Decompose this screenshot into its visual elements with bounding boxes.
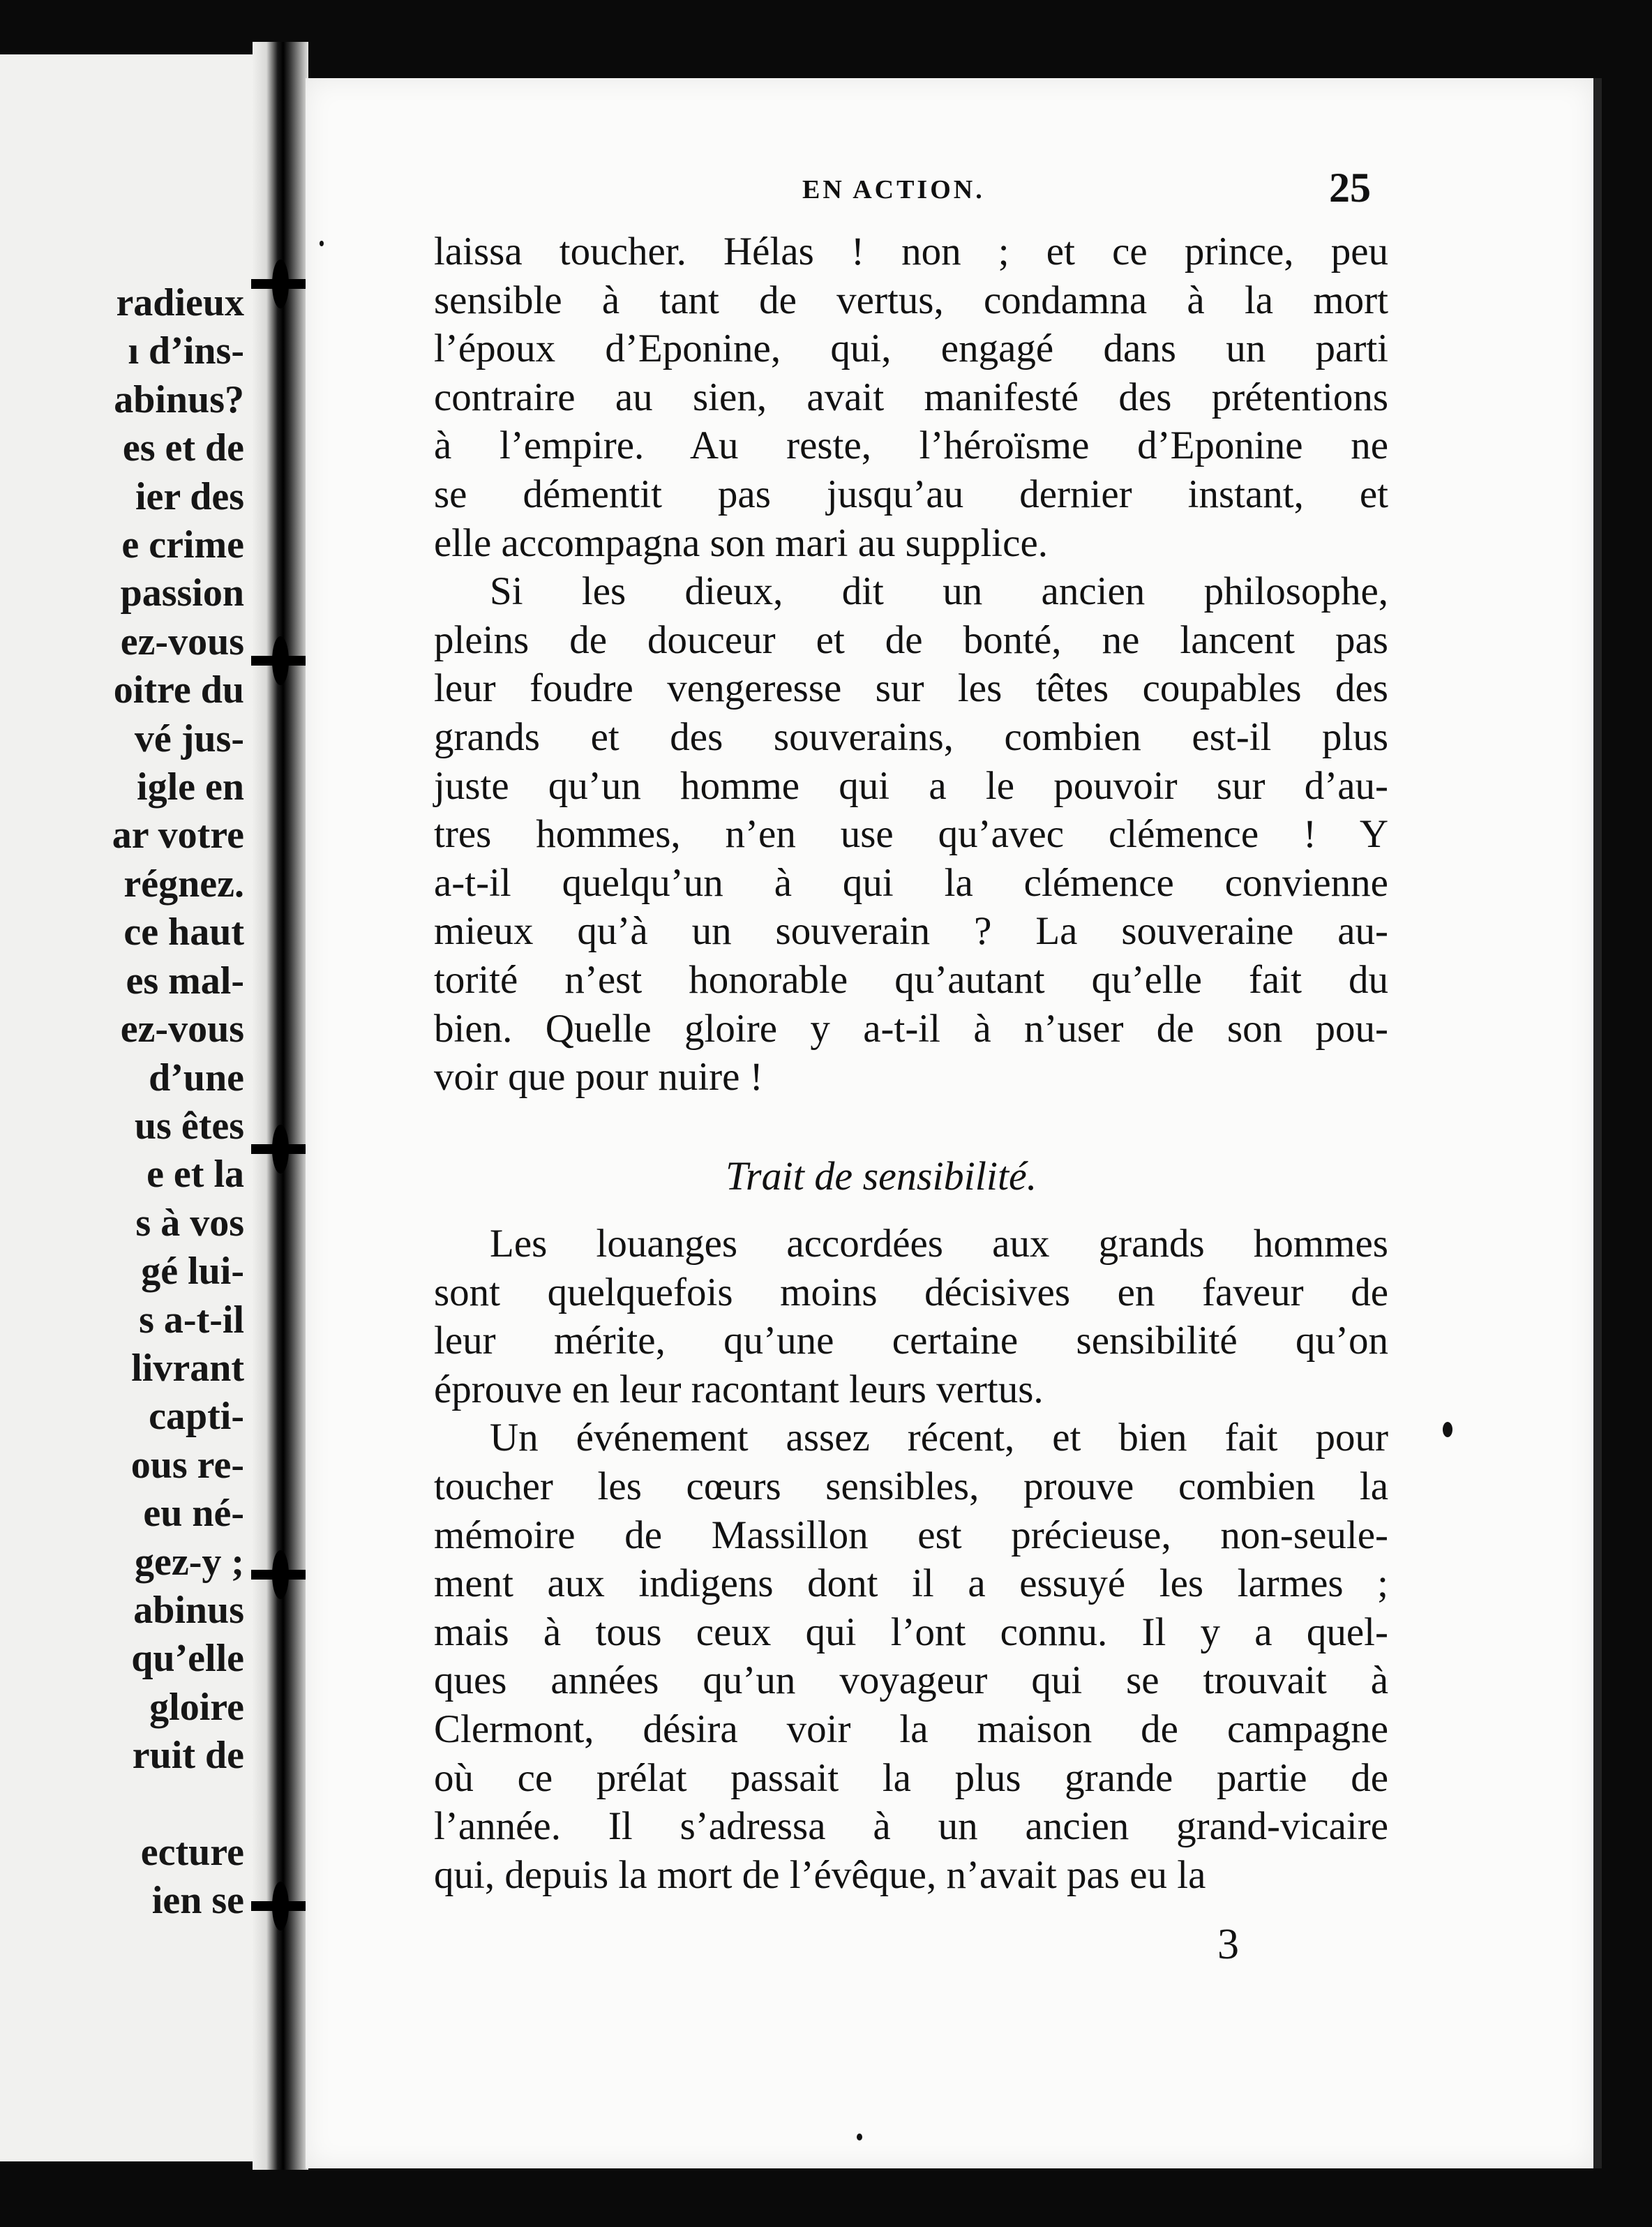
binding-thread bbox=[251, 656, 314, 666]
previous-page-line: gez-y ; bbox=[134, 1540, 244, 1584]
previous-page bbox=[0, 54, 260, 2161]
ink-speck bbox=[320, 241, 324, 246]
previous-page-line: capti- bbox=[149, 1395, 244, 1439]
previous-page-line: ous re- bbox=[130, 1443, 244, 1487]
text-line: éprouve en leur racontant leurs vertus. bbox=[434, 1367, 1044, 1411]
binding-thread bbox=[251, 1570, 314, 1580]
previous-page-line: passion bbox=[120, 571, 244, 615]
text-line: sont quelquefois moins décisives en faveur de bbox=[434, 1270, 1388, 1314]
book-gutter bbox=[253, 42, 308, 2170]
text-line: ment aux indigens dont il a essuyé les larmes ; bbox=[434, 1561, 1388, 1606]
text-line: Un événement assez récent, et bien fait pour bbox=[490, 1416, 1388, 1460]
previous-page-line: ruit de bbox=[132, 1734, 244, 1778]
text-line: laissa toucher. Hélas ! non ; et ce prince, peu bbox=[434, 230, 1388, 273]
previous-page-line: gloire bbox=[149, 1685, 244, 1729]
previous-page-line: us êtes bbox=[134, 1104, 244, 1148]
previous-page-line: ı d’ins- bbox=[128, 329, 244, 373]
section-heading: Trait de sensibilité. bbox=[726, 1153, 1037, 1199]
text-line: a-t-il quelqu’un à qui la clémence convienne bbox=[434, 860, 1388, 905]
previous-page-line: e et la bbox=[147, 1153, 244, 1197]
previous-page-line: abinus bbox=[133, 1588, 244, 1632]
previous-page-line: régnez. bbox=[123, 862, 244, 906]
text-line: pleins de douceur et de bonté, ne lancent pas bbox=[434, 617, 1388, 662]
text-line: leur foudre vengeresse sur les têtes coupables des bbox=[434, 666, 1388, 711]
running-head: EN ACTION. bbox=[802, 175, 985, 204]
previous-page-line: ecture bbox=[140, 1830, 244, 1874]
text-line: juste qu’un homme qui a le pouvoir sur d’au- bbox=[434, 763, 1388, 808]
text-line: voir que pour nuire ! bbox=[434, 1055, 763, 1100]
previous-page-line: es mal- bbox=[126, 959, 244, 1003]
text-line: mémoire de Massillon est précieuse, non-seule- bbox=[434, 1513, 1388, 1557]
previous-page-line: radieux bbox=[116, 281, 244, 324]
previous-page-line: s a-t-il bbox=[139, 1298, 244, 1342]
text-line: elle accompagna son mari au supplice. bbox=[434, 520, 1048, 565]
previous-page-line: e crime bbox=[121, 523, 244, 567]
previous-page-line: oitre du bbox=[113, 668, 244, 712]
text-line: contraire au sien, avait manifesté des prétentions bbox=[434, 375, 1388, 419]
binding-thread bbox=[251, 1901, 314, 1911]
previous-page-text bbox=[112, 279, 244, 1925]
paragraph-2 bbox=[434, 567, 1388, 1102]
text-line: bien. Quelle gloire y a-t-il à n’user de son pou- bbox=[434, 1006, 1388, 1051]
previous-page-line: gé lui- bbox=[141, 1250, 244, 1294]
text-line: où ce prélat passait la plus grande partie de bbox=[434, 1755, 1388, 1800]
text-line: qui, depuis la mort de l’évêque, n’avait pas eu la bbox=[434, 1852, 1206, 1897]
text-line: l’année. Il s’adressa à un ancien grand-vicaire bbox=[434, 1804, 1388, 1849]
text-line: tres hommes, n’en use qu’avec clémence ! Y bbox=[434, 812, 1388, 857]
text-line: ques années qu’un voyageur qui se trouvait à bbox=[434, 1658, 1388, 1703]
signature-mark: 3 bbox=[1217, 1921, 1239, 1968]
binding-thread bbox=[251, 279, 314, 289]
paragraph-1 bbox=[434, 227, 1388, 567]
previous-page-line: ar votre bbox=[112, 813, 244, 857]
text-line: Clermont, désira voir la maison de campagne bbox=[434, 1707, 1388, 1751]
binding-thread bbox=[251, 1144, 314, 1154]
previous-page-line: ien se bbox=[151, 1879, 244, 1922]
previous-page-line: ce haut bbox=[123, 910, 244, 954]
previous-page-line bbox=[112, 1780, 244, 1829]
previous-page-line: vé jus- bbox=[134, 717, 244, 760]
text-line: se démentit pas jusqu’au dernier instant, et bbox=[434, 472, 1388, 516]
text-line: à l’empire. Au reste, l’héroïsme d’Eponine ne bbox=[434, 423, 1388, 468]
text-line: Si les dieux, dit un ancien philosophe, bbox=[490, 569, 1388, 614]
previous-page-line: es et de bbox=[122, 426, 244, 470]
text-line: grands et des souverains, combien est-il plus bbox=[434, 714, 1388, 759]
text-line: toucher les cœurs sensibles, prouve combien la bbox=[434, 1464, 1388, 1508]
previous-page-line: abinus? bbox=[114, 377, 244, 421]
paragraph-3 bbox=[434, 1220, 1388, 1414]
text-line: l’époux d’Eponine, qui, engagé dans un parti bbox=[434, 327, 1388, 371]
previous-page-line: d’une bbox=[149, 1056, 244, 1100]
page-number: 25 bbox=[1329, 165, 1371, 211]
text-line: mais à tous ceux qui l’ont connu. Il y a quel- bbox=[434, 1610, 1388, 1654]
previous-page-line: livrant bbox=[131, 1346, 244, 1390]
previous-page-line: eu né- bbox=[143, 1492, 244, 1536]
main-text-upper bbox=[434, 227, 1388, 1102]
previous-page-line: ez-vous bbox=[120, 1007, 244, 1051]
ink-speck bbox=[1443, 1422, 1452, 1437]
paragraph-4 bbox=[434, 1414, 1388, 1899]
ink-speck bbox=[857, 2134, 862, 2140]
previous-page-line: igle en bbox=[137, 765, 244, 809]
text-line: mieux qu’à un souverain ? La souveraine au- bbox=[434, 909, 1388, 954]
text-line: torité n’est honorable qu’autant qu’elle fait du bbox=[434, 957, 1388, 1002]
text-line: leur mérite, qu’une certaine sensibilité qu’on bbox=[434, 1319, 1388, 1363]
previous-page-line: ez-vous bbox=[120, 620, 244, 663]
main-text-lower bbox=[434, 1220, 1388, 1899]
previous-page-line: s à vos bbox=[135, 1201, 244, 1245]
text-line: Les louanges accordées aux grands hommes bbox=[490, 1222, 1388, 1266]
text-line: sensible à tant de vertus, condamna à la mort bbox=[434, 278, 1388, 322]
previous-page-line: qu’elle bbox=[131, 1637, 244, 1681]
previous-page-line: ier des bbox=[135, 474, 244, 518]
